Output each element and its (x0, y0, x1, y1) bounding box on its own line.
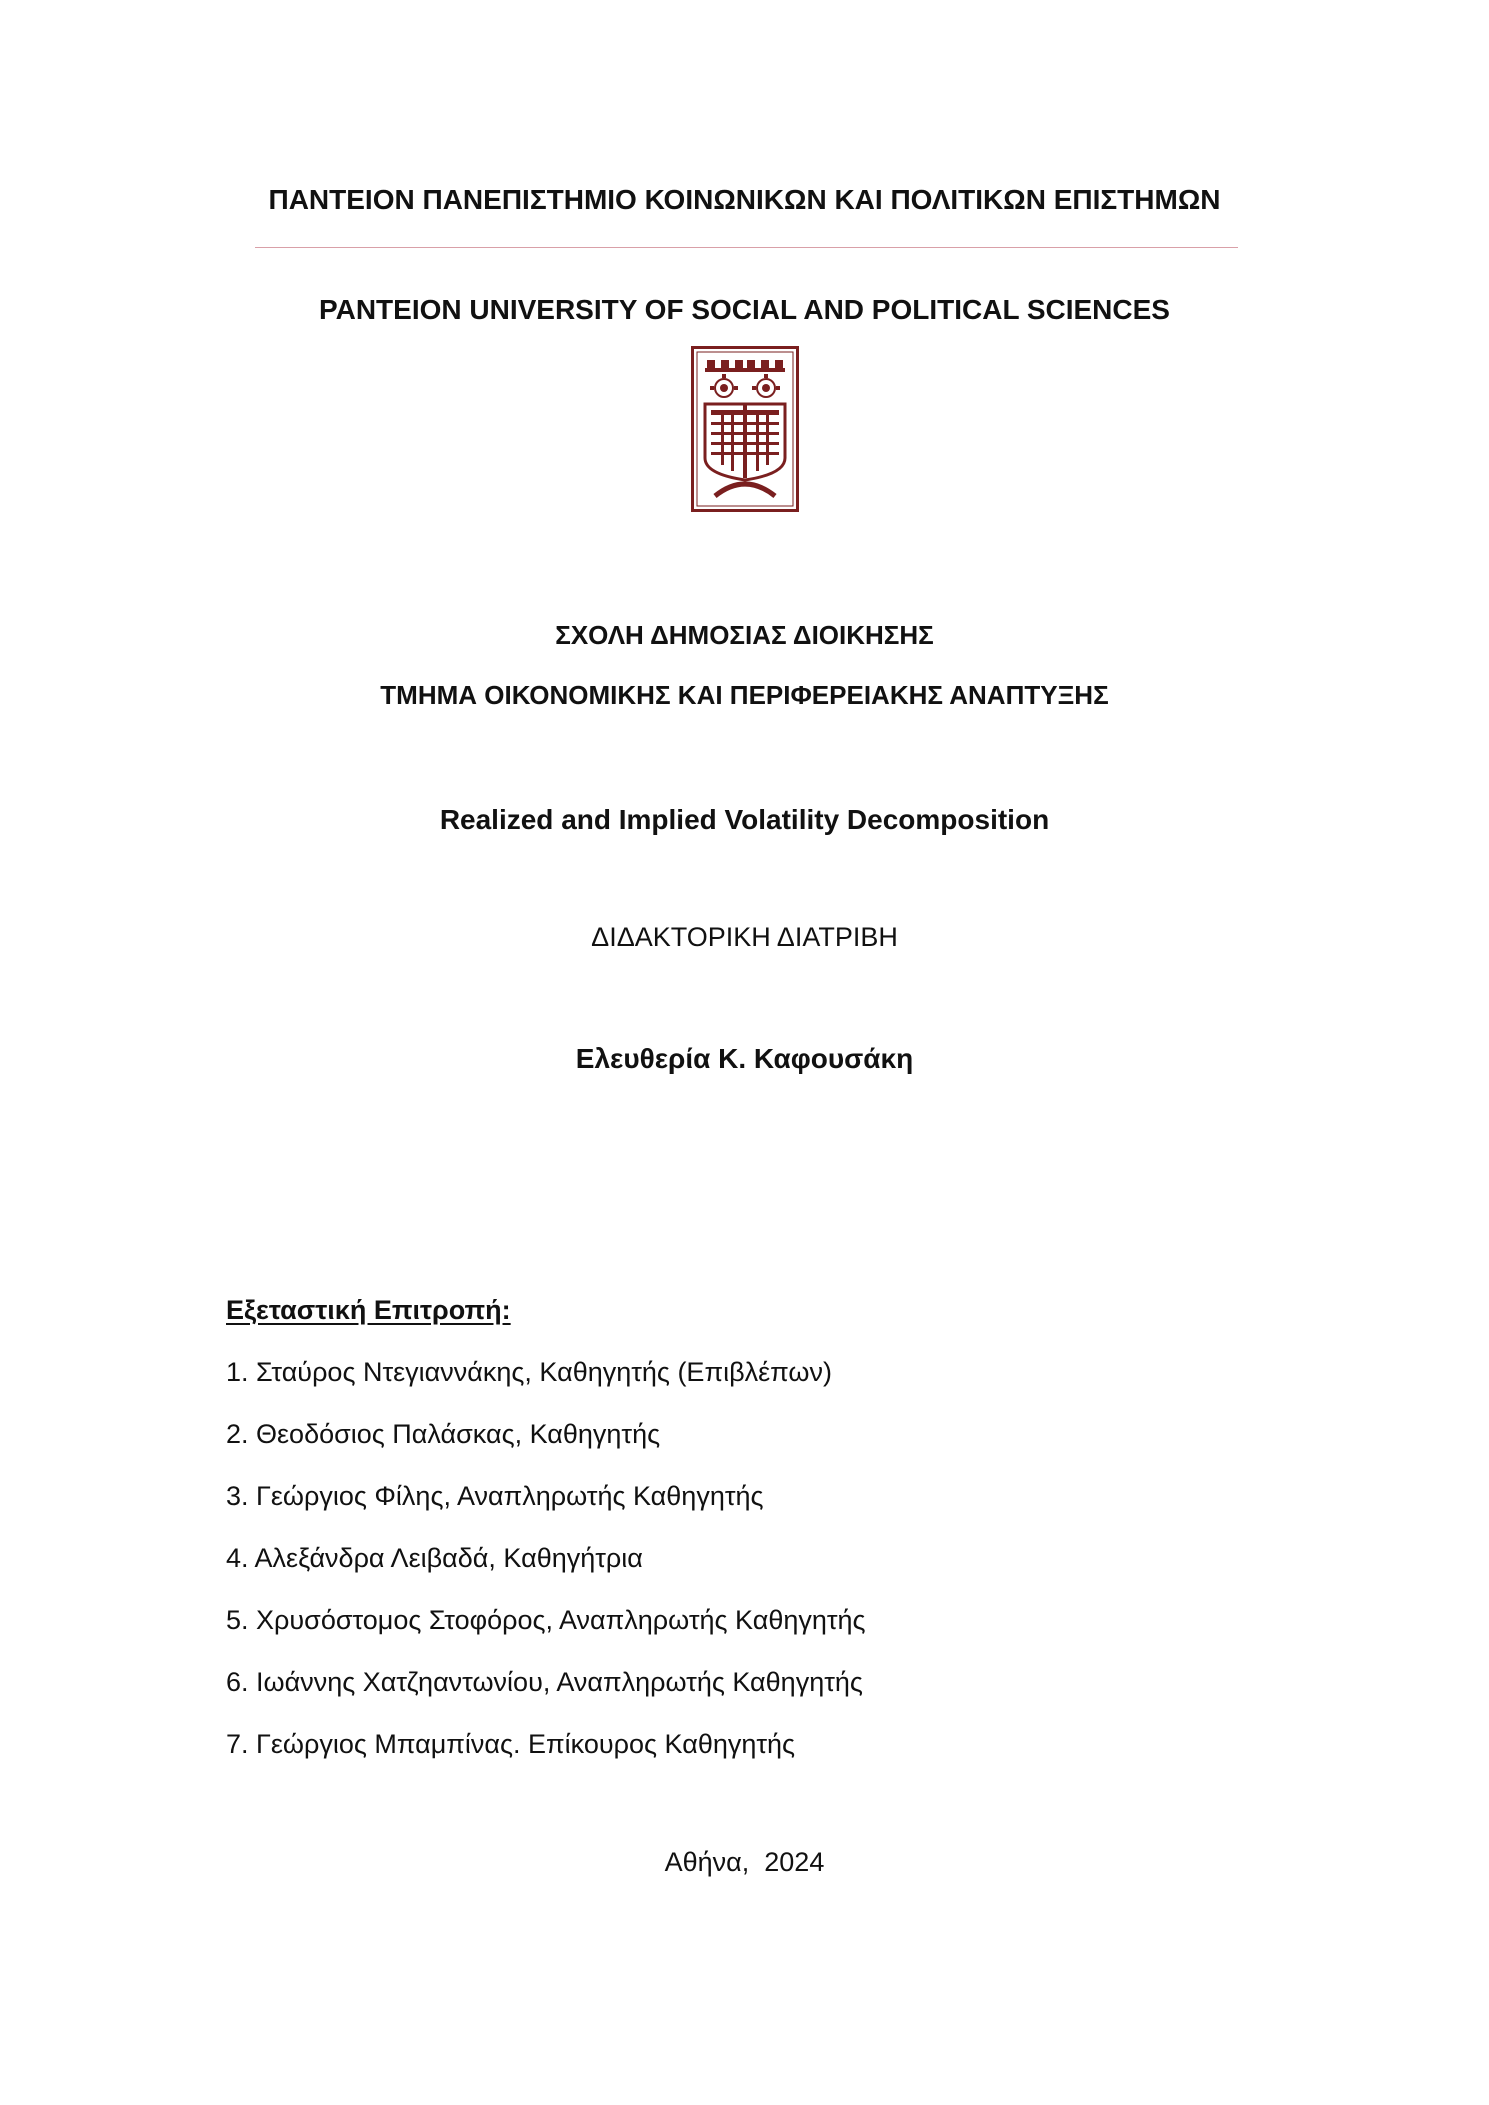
committee-member: 4. Αλεξάνδρα Λειβαδά, Καθηγήτρια (226, 1543, 643, 1573)
examination-committee (226, 1292, 866, 1788)
place-and-year: Αθήνα, 2024 (664, 1847, 825, 1877)
committee-heading: Εξεταστική Επιτροπή: (226, 1295, 511, 1325)
document-type: ΔΙΔΑΚΤΟΡΙΚΗ ΔΙΑΤΡΙΒΗ (591, 922, 898, 952)
committee-member: 1. Σταύρος Ντεγιαννάκης, Καθηγητής (Επιβλέπων) (226, 1357, 832, 1387)
university-name-greek: ΠΑΝΤΕΙΟΝ ΠΑΝΕΠΙΣΤΗΜΙΟ ΚΟΙΝΩΝΙΚΩΝ ΚΑΙ ΠΟΛΙΤΙΚΩΝ ΕΠΙΣΤΗΜΩΝ (268, 184, 1221, 215)
committee-member: 2. Θεοδόσιος Παλάσκας, Καθηγητής (226, 1419, 661, 1449)
committee-member: 3. Γεώργιος Φίλης, Αναπληρωτής Καθηγητής (226, 1481, 764, 1511)
school-name: ΣΧΟΛΗ ΔΗΜΟΣΙΑΣ ΔΙΟΙΚΗΣΗΣ (555, 620, 934, 650)
header-divider (255, 247, 1238, 248)
department-name: ΤΜΗΜΑ ΟΙΚΟΝΟΜΙΚΗΣ ΚΑΙ ΠΕΡΙΦΕΡΕΙΑΚΗΣ ΑΝΑΠΤΥΞΗΣ (380, 680, 1109, 710)
committee-member: 7. Γεώργιος Μπαμπίνας. Επίκουρος Καθηγητής (226, 1729, 796, 1759)
thesis-title: Realized and Implied Volatility Decomposition (439, 804, 1050, 835)
university-name-english: PANTEION UNIVERSITY OF SOCIAL AND POLITICAL SCIENCES (319, 294, 1170, 325)
committee-member: 6. Ιωάννης Χατζηαντωνίου, Αναπληρωτής Καθηγητής (226, 1667, 863, 1697)
university-crest-icon (691, 346, 799, 512)
author-name: Ελευθερία Κ. Καφουσάκη (575, 1043, 914, 1074)
committee-member: 5. Χρυσόστομος Στοφόρος, Αναπληρωτής Καθηγητής (226, 1605, 866, 1635)
